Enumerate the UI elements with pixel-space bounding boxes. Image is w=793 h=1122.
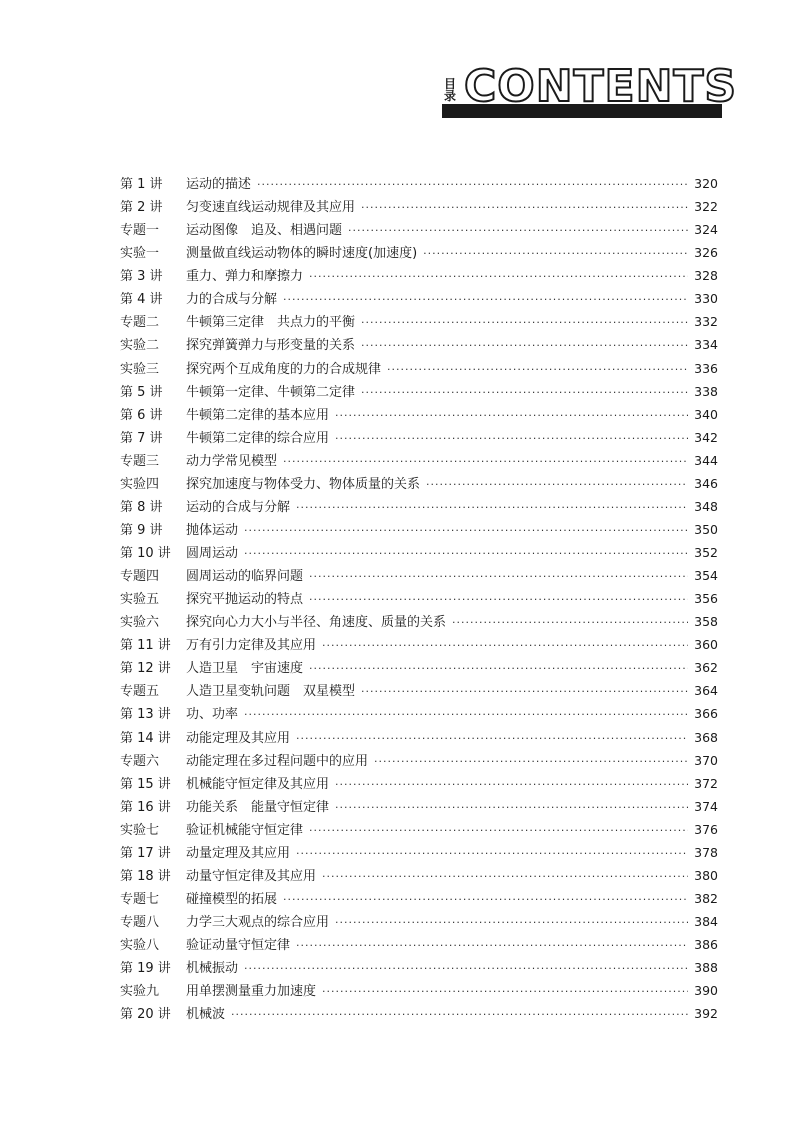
- toc-leader-dots: [296, 727, 688, 750]
- toc-entry-title: 测量做直线运动物体的瞬时速度(加速度): [186, 246, 418, 262]
- toc-entry-title: 动量守恒定律及其应用: [186, 868, 317, 884]
- toc-leader-dots: [335, 911, 688, 934]
- toc-entry[interactable]: [120, 933, 718, 956]
- toc-leader-dots: [244, 542, 688, 565]
- toc-entry-label: 专题一: [120, 223, 160, 239]
- toc-entry-label: 第 5 讲: [120, 384, 163, 400]
- toc-entry-page: 364: [694, 683, 718, 699]
- toc-entry-page: 346: [694, 475, 718, 491]
- toc-entry-page: 360: [694, 637, 718, 653]
- toc-entry-label: 第 8 讲: [120, 499, 163, 515]
- toc-entry[interactable]: [120, 864, 718, 887]
- toc-entry-page: 328: [694, 268, 718, 284]
- toc-entry[interactable]: [120, 818, 718, 841]
- toc-entry[interactable]: [120, 979, 718, 1002]
- toc-leader-dots: [283, 288, 688, 311]
- toc-entry-page: 388: [694, 960, 718, 976]
- toc-entry[interactable]: [120, 795, 718, 818]
- toc-entry[interactable]: [120, 403, 718, 426]
- toc-leader-dots: [257, 173, 688, 196]
- toc-entry-page: 370: [694, 752, 718, 768]
- toc-entry[interactable]: [120, 310, 718, 333]
- toc-entry-title: 探究平抛运动的特点: [186, 592, 304, 608]
- toc-entry[interactable]: [120, 656, 718, 679]
- toc-entry[interactable]: [120, 910, 718, 933]
- toc-entry-title: 动能定理在多过程问题中的应用: [186, 753, 369, 769]
- toc-entry[interactable]: [120, 380, 718, 403]
- table-of-contents: [120, 172, 718, 1025]
- toc-leader-dots: [335, 796, 688, 819]
- toc-entry-label: 第 13 讲: [120, 707, 171, 723]
- toc-leader-dots: [361, 196, 688, 219]
- toc-entry-label: 第 9 讲: [120, 522, 163, 538]
- toc-leader-dots: [244, 957, 688, 980]
- toc-entry-label: 专题七: [120, 891, 160, 907]
- toc-entry[interactable]: [120, 357, 718, 380]
- toc-entry-label: 第 18 讲: [120, 868, 171, 884]
- toc-entry-label: 第 2 讲: [120, 200, 163, 216]
- toc-entry-page: 390: [694, 983, 718, 999]
- toc-entry[interactable]: [120, 495, 718, 518]
- toc-entry-label: 第 1 讲: [120, 177, 163, 192]
- toc-entry-page: 386: [694, 937, 718, 953]
- toc-entry-page: 344: [694, 452, 718, 468]
- toc-entry-title: 碰撞模型的拓展: [186, 891, 278, 907]
- toc-entry-page: 376: [694, 821, 718, 837]
- toc-entry-title: 牛顿第一定律、牛顿第二定律: [186, 384, 356, 400]
- toc-entry-page: 366: [694, 706, 718, 722]
- toc-entry-title: 探究弹簧弹力与形变量的关系: [186, 338, 356, 354]
- toc-leader-dots: [335, 404, 688, 427]
- toc-leader-dots: [283, 888, 688, 911]
- toc-entry[interactable]: [120, 749, 718, 772]
- toc-entry-label: 实验九: [120, 984, 160, 1000]
- toc-entry-title: 人造卫星变轨问题 双星模型: [186, 684, 356, 700]
- toc-entry-label: 第 10 讲: [120, 546, 171, 561]
- toc-entry[interactable]: [120, 264, 718, 287]
- toc-entry[interactable]: [120, 702, 718, 725]
- toc-entry-title: 圆周运动的临界问题: [186, 569, 304, 585]
- toc-entry[interactable]: [120, 564, 718, 587]
- toc-leader-dots: [361, 311, 688, 334]
- toc-leader-dots: [244, 519, 688, 542]
- toc-entry-page: 356: [694, 591, 718, 607]
- toc-leader-dots: [361, 680, 688, 703]
- toc-leader-dots: [309, 819, 688, 842]
- toc-leader-dots: [309, 657, 688, 680]
- toc-entry-title: 运动图像 追及、相遇问题: [186, 223, 343, 239]
- toc-entry-label: 第 17 讲: [120, 845, 171, 861]
- toc-entry-page: 326: [694, 245, 718, 261]
- toc-entry-label: 实验一: [120, 246, 160, 262]
- toc-entry[interactable]: [120, 772, 718, 795]
- toc-entry-title: 验证动量守恒定律: [186, 938, 291, 954]
- toc-leader-dots: [335, 773, 688, 796]
- toc-entry-label: 实验七: [120, 822, 160, 838]
- toc-entry-label: 第 20 讲: [120, 1007, 171, 1023]
- toc-entry[interactable]: [120, 518, 718, 541]
- toc-entry-page: 334: [694, 337, 718, 353]
- toc-leader-dots: [348, 219, 688, 242]
- toc-entry-page: 382: [694, 890, 718, 906]
- toc-entry-title: 牛顿第二定律的综合应用: [186, 430, 330, 446]
- toc-entry-title: 探究两个互成角度的力的合成规律: [186, 361, 382, 377]
- toc-entry-title: 用单摆测量重力加速度: [186, 984, 317, 1000]
- toc-entry[interactable]: [120, 333, 718, 356]
- toc-entry-title: 圆周运动: [186, 546, 239, 561]
- toc-leader-dots: [309, 265, 688, 288]
- toc-entry-page: 358: [694, 614, 718, 630]
- toc-entry-page: 340: [694, 406, 718, 422]
- toc-entry-title: 机械能守恒定律及其应用: [186, 776, 330, 792]
- toc-entry[interactable]: [120, 956, 718, 979]
- toc-entry-title: 万有引力定律及其应用: [186, 638, 317, 654]
- toc-entry-label: 第 19 讲: [120, 961, 171, 977]
- toc-entry-page: 322: [694, 199, 718, 215]
- toc-entry-page: 352: [694, 545, 718, 560]
- toc-leader-dots: [244, 703, 688, 726]
- toc-entry[interactable]: [120, 472, 718, 495]
- toc-entry-title: 功、功率: [186, 707, 239, 723]
- toc-entry-title: 探究向心力大小与半径、角速度、质量的关系: [186, 615, 447, 631]
- toc-entry[interactable]: [120, 426, 718, 449]
- toc-entry-label: 实验四: [120, 476, 160, 492]
- toc-entry-label: 实验五: [120, 592, 160, 608]
- toc-entry-title: 牛顿第三定律 共点力的平衡: [186, 315, 356, 331]
- toc-entry-page: 362: [694, 660, 718, 676]
- toc-entry-page: 392: [694, 1006, 718, 1022]
- toc-entry-page: 336: [694, 360, 718, 376]
- toc-entry-label: 专题二: [120, 315, 160, 331]
- toc-entry-label: 实验六: [120, 615, 160, 631]
- toc-leader-dots: [283, 450, 688, 473]
- toc-leader-dots: [361, 381, 688, 404]
- toc-leader-dots: [309, 588, 688, 611]
- header-kanji-top: 目: [443, 77, 456, 91]
- toc-entry[interactable]: [120, 633, 718, 656]
- toc-entry[interactable]: [120, 726, 718, 749]
- toc-entry-title: 动能定理及其应用: [186, 730, 291, 746]
- toc-entry-title: 动量定理及其应用: [186, 845, 291, 861]
- toc-entry-label: 专题八: [120, 915, 160, 930]
- toc-leader-dots: [296, 934, 688, 957]
- toc-entry-label: 专题三: [120, 453, 160, 469]
- toc-entry-title: 探究加速度与物体受力、物体质量的关系: [186, 476, 421, 492]
- toc-entry-page: 338: [694, 383, 718, 399]
- toc-entry-label: 专题六: [120, 753, 160, 769]
- contents-header: [442, 61, 738, 120]
- toc-entry[interactable]: [120, 610, 718, 633]
- toc-entry-title: 力的合成与分解: [186, 292, 278, 308]
- toc-entry-page: 374: [694, 798, 718, 814]
- toc-entry-title: 机械振动: [186, 961, 239, 977]
- header-kanji-bottom: 录: [443, 89, 456, 103]
- toc-entry-title: 动力学常见模型: [186, 453, 278, 469]
- toc-leader-dots: [309, 565, 688, 588]
- toc-entry-page: 320: [694, 176, 718, 191]
- toc-entry[interactable]: [120, 841, 718, 864]
- toc-entry-label: 第 6 讲: [120, 407, 163, 423]
- toc-entry-title: 验证机械能守恒定律: [186, 822, 304, 838]
- toc-entry[interactable]: [120, 449, 718, 472]
- toc-entry-label: 第 15 讲: [120, 776, 171, 792]
- toc-entry[interactable]: [120, 218, 718, 241]
- toc-entry-label: 第 16 讲: [120, 799, 171, 815]
- toc-entry-label: 第 4 讲: [120, 292, 163, 308]
- toc-entry-page: 368: [694, 729, 718, 745]
- toc-leader-dots: [231, 1003, 688, 1026]
- toc-entry-page: 324: [694, 222, 718, 238]
- toc-entry-label: 专题五: [120, 684, 160, 700]
- toc-entry-title: 功能关系 能量守恒定律: [186, 799, 330, 815]
- toc-leader-dots: [322, 865, 688, 888]
- toc-entry[interactable]: [120, 887, 718, 910]
- toc-entry-label: 实验二: [120, 338, 160, 354]
- toc-entry-page: 378: [694, 844, 718, 860]
- toc-entry-page: 330: [694, 291, 718, 307]
- toc-leader-dots: [322, 634, 688, 657]
- toc-leader-dots: [423, 242, 688, 265]
- toc-entry-title: 人造卫星 宇宙速度: [186, 661, 304, 677]
- toc-entry[interactable]: [120, 172, 718, 195]
- toc-entry-label: 第 7 讲: [120, 430, 163, 446]
- toc-entry[interactable]: [120, 195, 718, 218]
- toc-entry[interactable]: [120, 587, 718, 610]
- toc-entry[interactable]: [120, 679, 718, 702]
- toc-entry-label: 实验八: [120, 938, 160, 954]
- toc-entry-page: 348: [694, 498, 718, 514]
- toc-entry-label: 实验三: [120, 361, 160, 377]
- toc-entry-label: 第 11 讲: [120, 638, 171, 654]
- toc-leader-dots: [335, 427, 688, 450]
- toc-entry-title: 运动的描述: [186, 177, 252, 192]
- header-kanji: [442, 78, 458, 102]
- toc-entry-label: 第 3 讲: [120, 269, 163, 285]
- toc-leader-dots: [296, 842, 688, 865]
- toc-leader-dots: [426, 473, 688, 496]
- toc-entry-label: 第 12 讲: [120, 661, 171, 677]
- toc-leader-dots: [322, 980, 688, 1003]
- toc-entry[interactable]: [120, 541, 718, 564]
- toc-entry-title: 匀变速直线运动规律及其应用: [186, 200, 356, 216]
- toc-entry-title: 牛顿第二定律的基本应用: [186, 407, 330, 423]
- toc-leader-dots: [296, 496, 688, 519]
- toc-entry-title: 抛体运动: [186, 522, 239, 538]
- toc-entry-title: 机械波: [186, 1007, 226, 1023]
- toc-entry-page: 384: [694, 914, 718, 929]
- toc-entry-page: 350: [694, 521, 718, 537]
- toc-entry-page: 372: [694, 775, 718, 791]
- toc-entry[interactable]: [120, 1002, 718, 1025]
- toc-leader-dots: [361, 334, 688, 357]
- toc-entry-title: 力学三大观点的综合应用: [186, 915, 330, 930]
- toc-entry-label: 专题四: [120, 569, 160, 585]
- toc-entry[interactable]: [120, 287, 718, 310]
- toc-entry-page: 380: [694, 867, 718, 883]
- toc-leader-dots: [374, 750, 688, 773]
- toc-entry-page: 342: [694, 429, 718, 445]
- toc-leader-dots: [452, 611, 688, 634]
- toc-entry-label: 第 14 讲: [120, 730, 171, 746]
- toc-entry-page: 354: [694, 568, 718, 584]
- contents-wordmark: CONTENTS: [464, 61, 738, 112]
- toc-entry[interactable]: [120, 241, 718, 264]
- toc-entry-title: 重力、弹力和摩擦力: [186, 269, 304, 285]
- toc-entry-page: 332: [694, 314, 718, 330]
- toc-entry-title: 运动的合成与分解: [186, 499, 291, 515]
- toc-leader-dots: [387, 358, 688, 381]
